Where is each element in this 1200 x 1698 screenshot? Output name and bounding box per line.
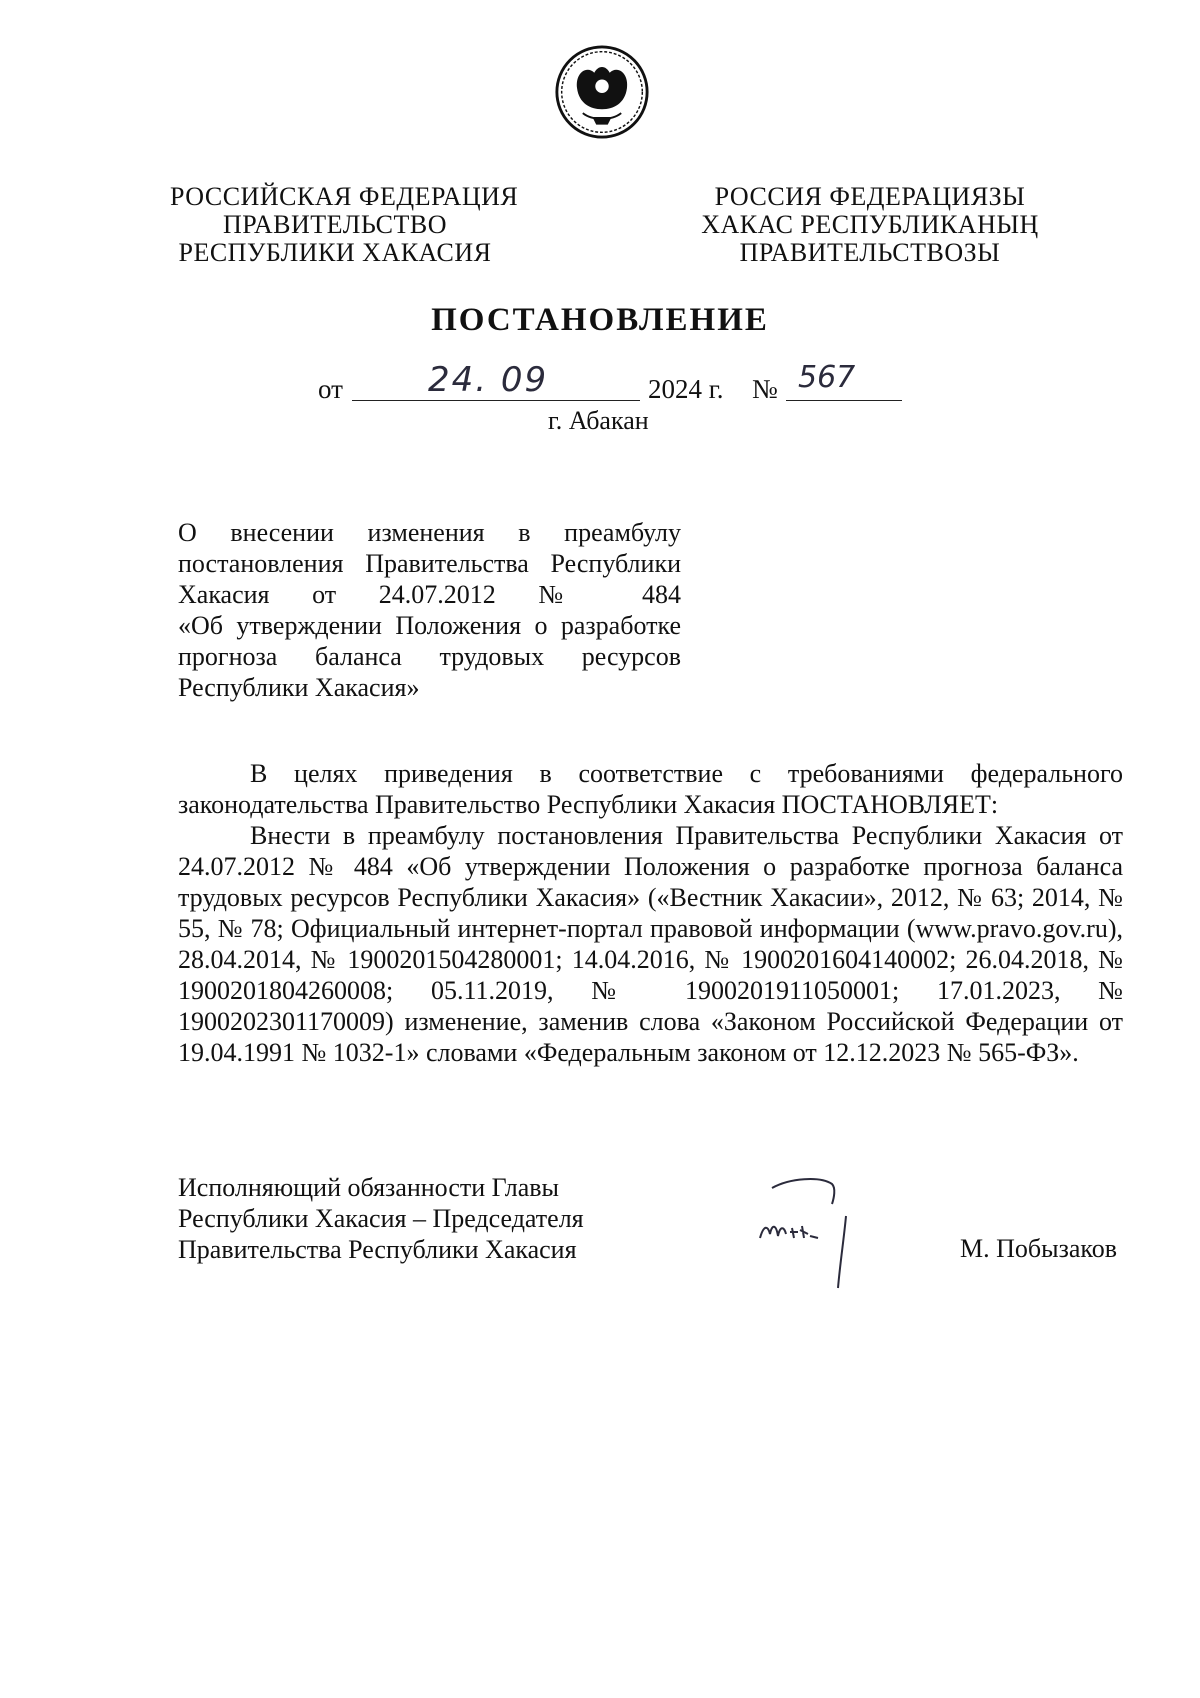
subject-line: О внесении изменения в преамбулу: [178, 518, 681, 547]
signatory-name: М. Побызаков: [960, 1234, 1117, 1263]
handwritten-signature: [750, 1168, 880, 1298]
document-title: ПОСТАНОВЛЕНИЕ: [431, 302, 769, 338]
signatory-title: [178, 1172, 584, 1265]
document-body: [178, 758, 1123, 1068]
city-label: г. Абакан: [548, 406, 649, 435]
document-subject: [178, 517, 681, 703]
header-left-line-2: ПРАВИТЕЛЬСТВО: [223, 210, 447, 239]
signatory-line: Республики Хакасия – Председателя: [178, 1204, 584, 1233]
subject-line: постановления Правительства Республики: [178, 549, 681, 578]
header-right-line-3: ПРАВИТЕЛЬСТВОЗЫ: [739, 238, 1001, 267]
header-right-line-1: РОССИЯ ФЕДЕРАЦИЯЗЫ: [714, 182, 1026, 211]
body-paragraph-2: Внести в преамбулу постановления Правительства Республики Хакасия от 24.07.2012 № 484 «Об утверждении Положения о разработке прогноза баланса трудовых ресурсов Республики Хакасия» («Вестник Хакасии», 2012, № 63; 2014, № 55, № 78; Официальный интернет-портал правовой информации (www.pravo.gov.ru), 28.04.2014, № 1900201504280001; 14.04.2016, № 1900201604140002; 26.04.2018, № 1900201804260008; 05.11.2019, № 1900201911050001; 17.01.2023, № 1900202301170009) изменение, заменив слова «Законом Российской Федерации от 19.04.1991 № 1032-1» словами «Федеральным законом от 12.12.2023 № 565-ФЗ».: [178, 821, 1123, 1067]
date-from-label: от: [318, 374, 343, 404]
body-paragraph-1: В целях приведения в соответствие с требованиями федерального законодательства Правительство Республики Хакасия ПОСТАНОВЛЯЕТ:: [178, 759, 1123, 819]
subject-line: Республики Хакасия»: [178, 673, 420, 702]
header-left-line-1: РОССИЙСКАЯ ФЕДЕРАЦИЯ: [170, 182, 519, 211]
handwritten-number: 567: [798, 360, 856, 395]
coat-of-arms-emblem: [554, 44, 650, 140]
header-russian: [170, 182, 519, 267]
signatory-line: Правительства Республики Хакасия: [178, 1235, 577, 1264]
subject-line: «Об утверждении Положения о разработке: [178, 611, 681, 640]
header-khakas: [700, 183, 1040, 267]
signatory-line: Исполняющий обязанности Главы: [178, 1173, 559, 1202]
header-right-line-2: ХАКАС РЕСПУБЛИКАНЫҢ: [701, 210, 1039, 239]
date-number-line: [0, 360, 1200, 406]
handwritten-date: 24. 09: [428, 360, 549, 400]
number-label: №: [752, 374, 778, 404]
date-year: 2024 г.: [648, 374, 724, 404]
header-left-line-3: РЕСПУБЛИКИ ХАКАСИЯ: [178, 238, 492, 267]
number-underline: [786, 400, 902, 401]
subject-line: Хакасия от 24.07.2012 № 484: [178, 580, 681, 609]
subject-line: прогноза баланса трудовых ресурсов: [178, 642, 681, 671]
date-underline: [352, 400, 640, 401]
